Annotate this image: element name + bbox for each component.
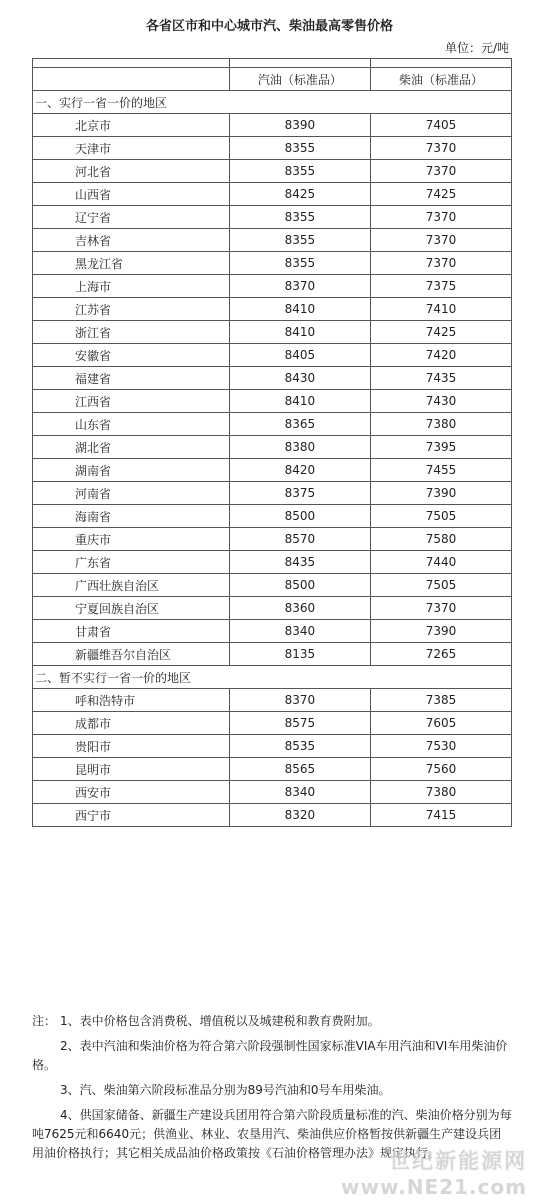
gasoline-price-cell: 8355 — [229, 206, 370, 229]
table-row — [33, 413, 512, 436]
region-cell: 重庆市 — [33, 528, 230, 551]
gasoline-price-cell: 8420 — [229, 459, 370, 482]
gasoline-price-cell: 8340 — [229, 620, 370, 643]
region-cell: 广西壮族自治区 — [33, 574, 230, 597]
diesel-price-cell: 7425 — [370, 321, 511, 344]
gasoline-price-cell: 8380 — [229, 436, 370, 459]
gasoline-price-cell: 8570 — [229, 528, 370, 551]
table-row — [33, 620, 512, 643]
gasoline-price-cell: 8365 — [229, 413, 370, 436]
diesel-price-cell: 7505 — [370, 505, 511, 528]
note-2: 2、表中汽油和柴油价格为符合第六阶段强制性国家标准VIA车用汽油和VI车用柴油价格。 — [32, 1039, 508, 1072]
header-blank — [33, 68, 230, 91]
table-row — [33, 229, 512, 252]
diesel-price-cell: 7435 — [370, 367, 511, 390]
region-cell: 福建省 — [33, 367, 230, 390]
table-row — [33, 689, 512, 712]
region-cell: 呼和浩特市 — [33, 689, 230, 712]
table-row — [33, 321, 512, 344]
region-cell: 山西省 — [33, 183, 230, 206]
region-cell: 江苏省 — [33, 298, 230, 321]
diesel-price-cell: 7370 — [370, 206, 511, 229]
gasoline-price-cell: 8430 — [229, 367, 370, 390]
note-4: 4、供国家储备、新疆生产建设兵团用符合第六阶段质量标准的汽、柴油价格分别为每吨7625元和6640元；供渔业、林业、农垦用汽、柴油供应价格暂按供新疆生产建设兵团用油价格执行；其它相关成品油价格政策按《石油价格管理办法》规定执行。 — [32, 1108, 512, 1160]
gasoline-price-cell: 8565 — [229, 758, 370, 781]
gasoline-price-cell: 8360 — [229, 597, 370, 620]
region-cell: 西安市 — [33, 781, 230, 804]
table-top-spacer — [33, 59, 512, 68]
region-cell: 北京市 — [33, 114, 230, 137]
diesel-price-cell: 7375 — [370, 275, 511, 298]
region-cell: 广东省 — [33, 551, 230, 574]
diesel-price-cell: 7530 — [370, 735, 511, 758]
table-row — [33, 643, 512, 666]
gasoline-price-cell: 8355 — [229, 137, 370, 160]
diesel-price-cell: 7370 — [370, 229, 511, 252]
region-cell: 山东省 — [33, 413, 230, 436]
diesel-price-cell: 7430 — [370, 390, 511, 413]
region-cell: 昆明市 — [33, 758, 230, 781]
table-row — [33, 781, 512, 804]
table-row — [33, 482, 512, 505]
table-row — [33, 597, 512, 620]
table-row — [33, 574, 512, 597]
region-cell: 宁夏回族自治区 — [33, 597, 230, 620]
note-1-text: 1、表中价格包含消费税、增值税以及城建税和教育费附加。 — [60, 1014, 380, 1028]
diesel-price-cell: 7415 — [370, 804, 511, 827]
diesel-price-cell: 7410 — [370, 298, 511, 321]
region-cell: 上海市 — [33, 275, 230, 298]
diesel-price-cell: 7560 — [370, 758, 511, 781]
gasoline-price-cell: 8535 — [229, 735, 370, 758]
table-row — [33, 252, 512, 275]
diesel-price-cell: 7420 — [370, 344, 511, 367]
gasoline-price-cell: 8425 — [229, 183, 370, 206]
table-row — [33, 114, 512, 137]
table-row — [33, 712, 512, 735]
gasoline-price-cell: 8500 — [229, 505, 370, 528]
gasoline-price-cell: 8340 — [229, 781, 370, 804]
region-cell: 河北省 — [33, 160, 230, 183]
region-cell: 新疆维吾尔自治区 — [33, 643, 230, 666]
diesel-price-cell: 7370 — [370, 160, 511, 183]
section-row — [33, 91, 512, 114]
table-row — [33, 390, 512, 413]
table-row — [33, 551, 512, 574]
region-cell: 贵阳市 — [33, 735, 230, 758]
section-label: 一、实行一省一价的地区 — [33, 91, 512, 114]
gasoline-price-cell: 8320 — [229, 804, 370, 827]
gasoline-price-cell: 8355 — [229, 229, 370, 252]
diesel-price-cell: 7505 — [370, 574, 511, 597]
gasoline-price-cell: 8370 — [229, 275, 370, 298]
diesel-price-cell: 7405 — [370, 114, 511, 137]
notes-label: 注： — [32, 1014, 57, 1028]
gasoline-price-cell: 8410 — [229, 321, 370, 344]
table-row — [33, 528, 512, 551]
diesel-price-cell: 7370 — [370, 597, 511, 620]
diesel-price-cell: 7370 — [370, 137, 511, 160]
table-row — [33, 758, 512, 781]
region-cell: 浙江省 — [33, 321, 230, 344]
diesel-price-cell: 7265 — [370, 643, 511, 666]
gasoline-price-cell: 8405 — [229, 344, 370, 367]
gasoline-price-cell: 8435 — [229, 551, 370, 574]
diesel-price-cell: 7440 — [370, 551, 511, 574]
table-row — [33, 137, 512, 160]
region-cell: 河南省 — [33, 482, 230, 505]
table-row — [33, 804, 512, 827]
table-row — [33, 206, 512, 229]
note-1 — [32, 1012, 512, 1031]
gasoline-price-cell: 8500 — [229, 574, 370, 597]
table-row — [33, 275, 512, 298]
table-row — [33, 160, 512, 183]
diesel-price-cell: 7390 — [370, 482, 511, 505]
price-table — [32, 58, 512, 827]
gasoline-price-cell: 8575 — [229, 712, 370, 735]
table-row — [33, 505, 512, 528]
diesel-price-cell: 7370 — [370, 252, 511, 275]
unit-label: 单位：元/吨 — [444, 41, 509, 55]
table-row — [33, 735, 512, 758]
table-row — [33, 436, 512, 459]
section-row — [33, 666, 512, 689]
region-cell: 辽宁省 — [33, 206, 230, 229]
diesel-price-cell: 7395 — [370, 436, 511, 459]
region-cell: 黑龙江省 — [33, 252, 230, 275]
watermark-line1: 世纪新能源网 — [389, 1149, 527, 1173]
page-title: 各省区市和中心城市汽、柴油最高零售价格 — [145, 19, 393, 34]
table-header-row — [33, 68, 512, 91]
gasoline-price-cell: 8370 — [229, 689, 370, 712]
gasoline-price-cell: 8375 — [229, 482, 370, 505]
note-3: 3、汽、柴油第六阶段标准品分别为89号汽油和0号车用柴油。 — [60, 1083, 391, 1097]
diesel-price-cell: 7380 — [370, 413, 511, 436]
region-cell: 西宁市 — [33, 804, 230, 827]
watermark-line2: www.NE21.com — [340, 1175, 527, 1199]
region-cell: 天津市 — [33, 137, 230, 160]
watermark-logo — [341, 1145, 527, 1199]
region-cell: 湖南省 — [33, 459, 230, 482]
section-label: 二、暂不实行一省一价的地区 — [33, 666, 512, 689]
header-gasoline: 汽油（标准品） — [229, 68, 370, 91]
region-cell: 甘肃省 — [33, 620, 230, 643]
region-cell: 成都市 — [33, 712, 230, 735]
table-row — [33, 344, 512, 367]
diesel-price-cell: 7425 — [370, 183, 511, 206]
region-cell: 湖北省 — [33, 436, 230, 459]
region-cell: 海南省 — [33, 505, 230, 528]
diesel-price-cell: 7605 — [370, 712, 511, 735]
diesel-price-cell: 7455 — [370, 459, 511, 482]
table-row — [33, 183, 512, 206]
region-cell: 吉林省 — [33, 229, 230, 252]
gasoline-price-cell: 8410 — [229, 298, 370, 321]
region-cell: 江西省 — [33, 390, 230, 413]
diesel-price-cell: 7390 — [370, 620, 511, 643]
header-diesel: 柴油（标准品） — [370, 68, 511, 91]
gasoline-price-cell: 8355 — [229, 252, 370, 275]
gasoline-price-cell: 8390 — [229, 114, 370, 137]
gasoline-price-cell: 8410 — [229, 390, 370, 413]
gasoline-price-cell: 8135 — [229, 643, 370, 666]
diesel-price-cell: 7580 — [370, 528, 511, 551]
diesel-price-cell: 7380 — [370, 781, 511, 804]
region-cell: 安徽省 — [33, 344, 230, 367]
table-row — [33, 298, 512, 321]
table-row — [33, 367, 512, 390]
gasoline-price-cell: 8355 — [229, 160, 370, 183]
diesel-price-cell: 7385 — [370, 689, 511, 712]
table-row — [33, 459, 512, 482]
